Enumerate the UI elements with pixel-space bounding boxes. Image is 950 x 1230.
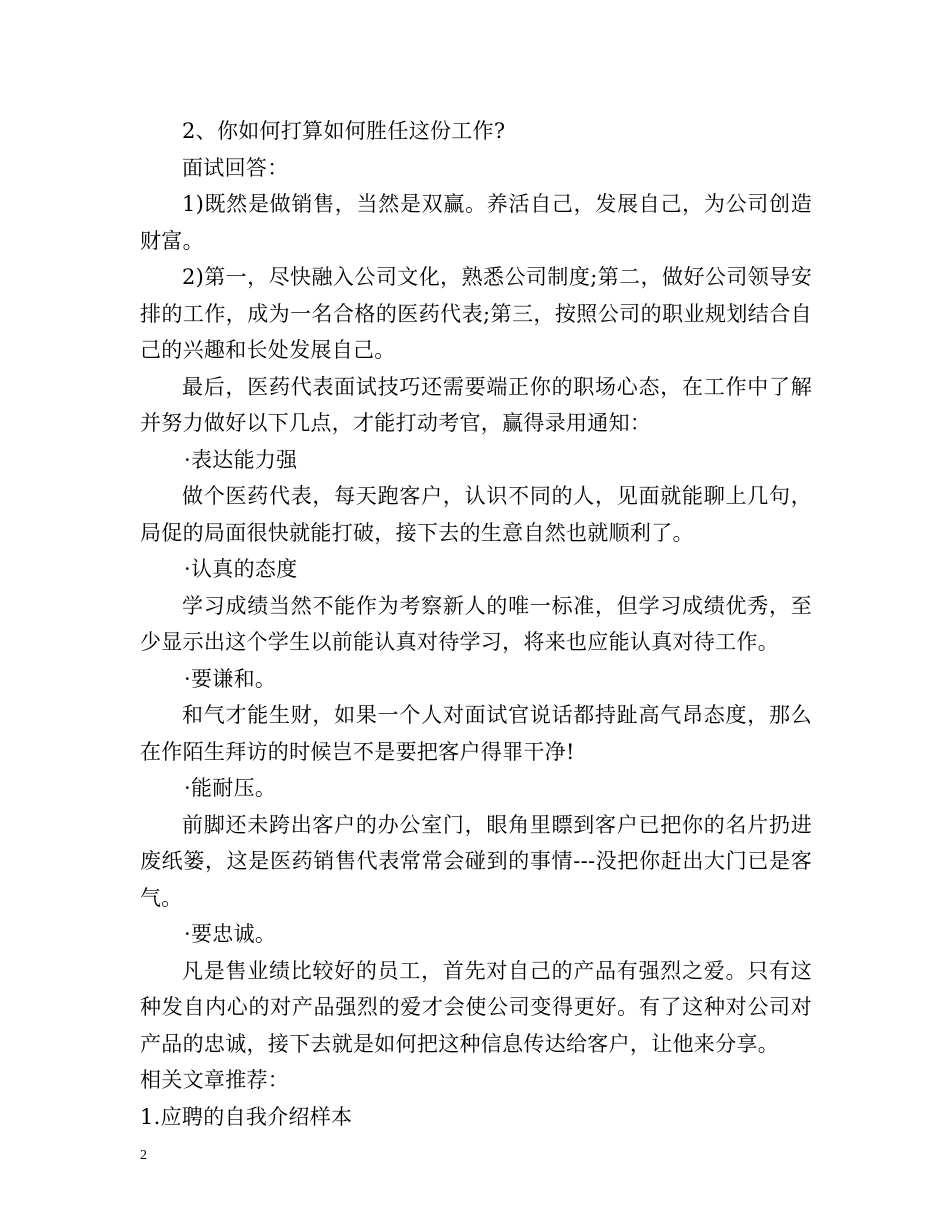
document-body <box>140 113 812 1135</box>
bullet-pressure: ·能耐压。 <box>184 776 277 800</box>
paragraph-expression: 做个医药代表，每天跑客户，认识不同的人，见面就能聊上几句，局促的局面很快就能打破，接下去的生意自然也就顺利了。 <box>140 484 812 545</box>
paragraph-pressure: 前脚还未跨出客户的办公室门，眼角里瞟到客户已把你的名片扔进废纸篓，这是医药销售代表常常会碰到的事情---没把你赶出大门已是客气。 <box>140 812 812 910</box>
paragraph-answer-2: 2)第一，尽快融入公司文化，熟悉公司制度;第二，做好公司领导安排的工作，成为一名合格的医药代表;第三，按照公司的职业规划结合自己的兴趣和长处发展自己。 <box>140 265 812 362</box>
bullet-loyalty: ·要忠诚。 <box>184 922 277 946</box>
related-article-link[interactable]: 1.应聘的自我介绍样本 <box>140 1104 353 1129</box>
bullet-attitude: ·认真的态度 <box>184 557 298 581</box>
paragraph-question-2: 2、你如何打算如何胜任这份工作? <box>182 119 506 143</box>
bullet-expression: ·表达能力强 <box>184 447 298 472</box>
paragraph-loyalty: 凡是售业绩比较好的员工，首先对自己的产品有强烈之爱。只有这种发自内心的对产品强烈的爱才会使公司变得更好。有了这种对公司对产品的忠诚，接下去就是如何把这种信息传达给客户，让他来分享。 <box>140 958 812 1056</box>
paragraph-finally: 最后，医药代表面试技巧还需要端正你的职场心态，在工作中了解并努力做好以下几点，才能打动考官，赢得录用通知： <box>140 374 812 435</box>
paragraph-modest: 和气才能生财，如果一个人对面试官说话都持趾高气昂态度，那么在作陌生拜访的时候岂不是要把客户得罪干净! <box>140 703 812 764</box>
paragraph-answer-1: 1)既然是做销售，当然是双赢。养活自己，发展自己，为公司创造财富。 <box>140 192 812 253</box>
related-articles-heading: 相关文章推荐： <box>140 1068 290 1092</box>
bullet-modest: ·要谦和。 <box>184 666 277 691</box>
paragraph-answer-label: 面试回答： <box>182 155 289 180</box>
paragraph-attitude: 学习成绩当然不能作为考察新人的唯一标准，但学习成绩优秀，至少显示出这个学生以前能认真对待学习，将来也应能认真对待工作。 <box>140 593 812 654</box>
page-number: 2 <box>140 1148 147 1163</box>
